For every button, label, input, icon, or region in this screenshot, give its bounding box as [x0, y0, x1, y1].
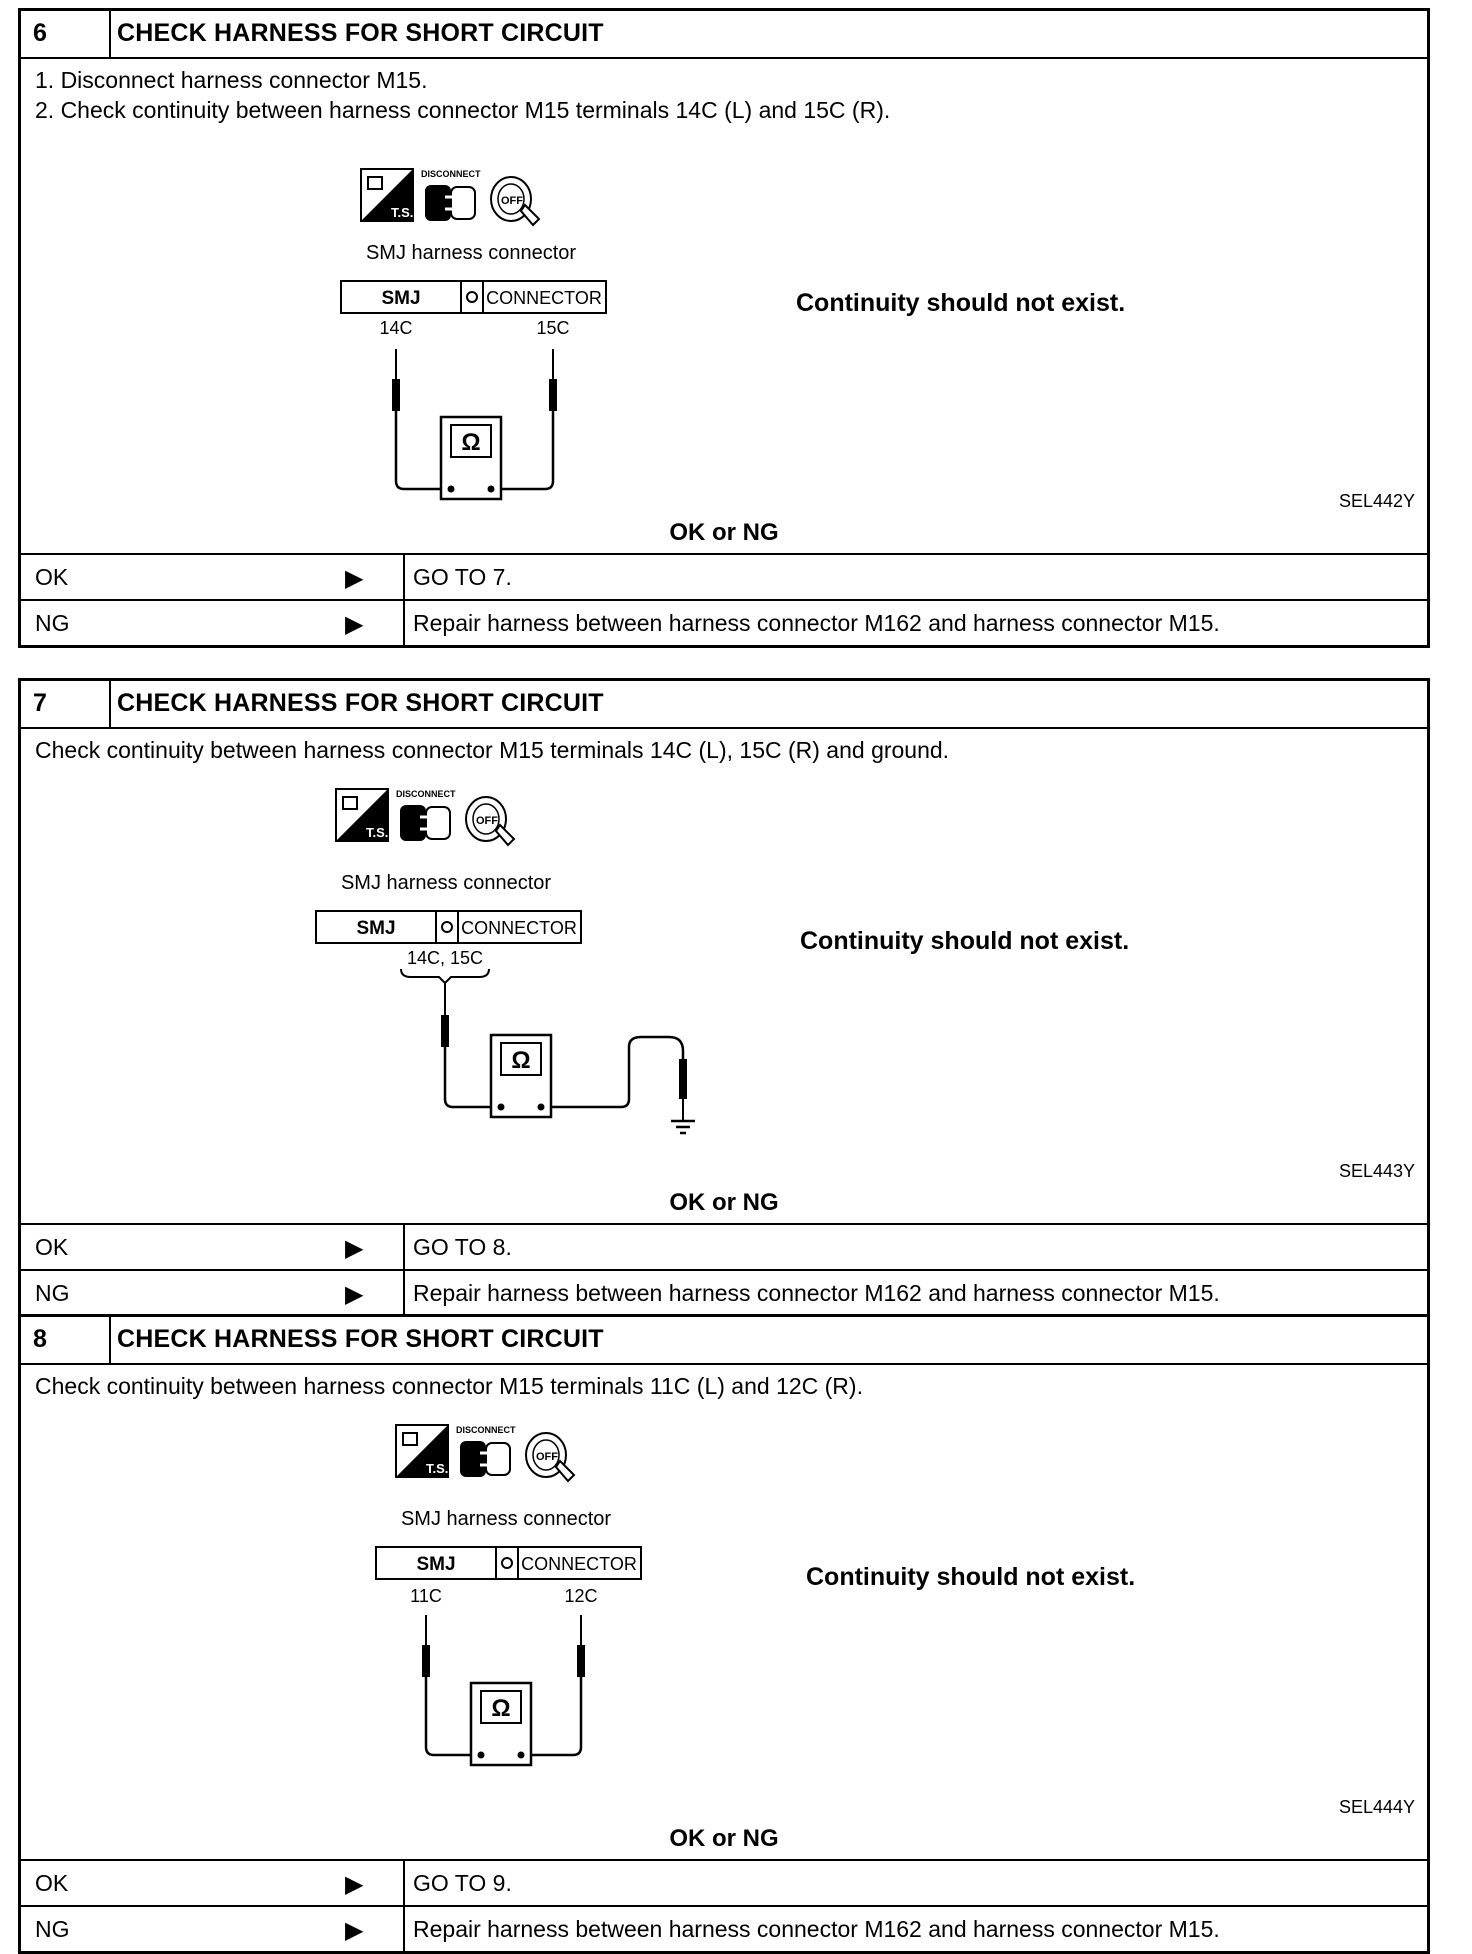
ohm-symbol: Ω — [511, 1047, 531, 1074]
ignition-key-off-icon — [491, 177, 539, 225]
ignition-key-off-icon — [466, 797, 514, 845]
result-text: Continuity should not exist. — [800, 927, 1130, 955]
ohmmeter-icon — [491, 1035, 551, 1117]
terminal-label-b: 12C — [564, 1586, 598, 1606]
ok-or-ng-prompt: OK or NG — [669, 1189, 779, 1216]
result-text: Continuity should not exist. — [796, 289, 1126, 317]
outcome-row-ng — [21, 599, 1427, 645]
terminal-service-icon — [336, 789, 388, 841]
outcome-label: NG — [35, 1916, 70, 1942]
arrow-right-icon: ▶ — [345, 1917, 364, 1944]
connector-label: CONNECTOR — [486, 288, 602, 308]
disconnect-label: DISCONNECT — [456, 1425, 516, 1435]
disconnect-label: DISCONNECT — [396, 789, 456, 799]
ground-icon — [671, 1121, 695, 1133]
arrow-right-icon: ▶ — [345, 1871, 364, 1898]
outcome-label: OK — [35, 1234, 69, 1260]
outcome-action: Repair harness between harness connector M162 and harness connector M15. — [413, 1280, 1220, 1306]
ohm-symbol: Ω — [461, 429, 481, 456]
terminal-brace — [401, 969, 489, 983]
terminal-label-b: 15C — [536, 318, 570, 338]
arrow-right-icon: ▶ — [345, 565, 364, 592]
connector-caption: SMJ harness connector — [340, 872, 552, 894]
icon-group — [336, 789, 514, 845]
connector-caption: SMJ harness connector — [365, 242, 577, 264]
instruction-2: 2. Check continuity between harness connector M15 terminals 14C (L) and 15C (R). — [35, 97, 891, 123]
outcome-label: NG — [35, 610, 70, 636]
step-title: CHECK HARNESS FOR SHORT CIRCUIT — [117, 19, 604, 47]
ts-label: T.S. — [426, 1461, 449, 1476]
smj-connector — [376, 1547, 641, 1579]
off-label: OFF — [476, 815, 498, 827]
result-text: Continuity should not exist. — [806, 1563, 1136, 1591]
smj-label: SMJ — [356, 918, 396, 939]
ok-or-ng-prompt: OK or NG — [669, 519, 779, 546]
figure-id: SEL443Y — [1338, 1161, 1415, 1181]
instruction-1: Check continuity between harness connector M15 terminals 14C (L), 15C (R) and ground. — [35, 737, 950, 763]
arrow-right-icon: ▶ — [345, 611, 364, 638]
smj-connector — [341, 281, 606, 313]
terminal-label-a: 11C — [410, 1586, 442, 1606]
off-label: OFF — [536, 1451, 558, 1463]
ohmmeter-probes — [441, 983, 687, 1121]
ignition-key-off-icon — [526, 1433, 574, 1481]
figure-id: SEL444Y — [1338, 1797, 1415, 1817]
smj-label: SMJ — [381, 288, 421, 309]
terminal-label-a: 14C — [379, 318, 413, 338]
step-number: 7 — [33, 689, 47, 717]
off-label: OFF — [501, 195, 523, 207]
instruction-1: Check continuity between harness connector M15 terminals 11C (L) and 12C (R). — [35, 1373, 863, 1399]
disconnect-icon — [396, 789, 456, 841]
step-body — [21, 729, 1427, 1225]
smj-connector — [316, 911, 581, 943]
ohm-symbol: Ω — [491, 1695, 511, 1722]
outcome-row-ng — [21, 1905, 1427, 1951]
figure-id: SEL442Y — [1338, 491, 1415, 511]
outcome-action: GO TO 7. — [413, 564, 512, 590]
outcome-label: OK — [35, 1870, 69, 1896]
outcome-label: OK — [35, 564, 69, 590]
outcome-row-ok — [21, 1861, 1427, 1905]
arrow-right-icon: ▶ — [345, 1235, 364, 1262]
disconnect-icon — [421, 169, 481, 221]
terminal-service-icon — [396, 1425, 448, 1477]
outcome-row-ok — [21, 555, 1427, 599]
step-title: CHECK HARNESS FOR SHORT CIRCUIT — [117, 1325, 604, 1353]
disconnect-icon — [456, 1425, 516, 1477]
step-title: CHECK HARNESS FOR SHORT CIRCUIT — [117, 689, 604, 717]
ohmmeter-icon — [441, 417, 501, 499]
terminals-label: 14C, 15C — [406, 948, 484, 968]
icon-group — [396, 1425, 574, 1481]
step-number: 8 — [33, 1325, 47, 1353]
outcome-row-ok — [21, 1225, 1427, 1269]
arrow-right-icon: ▶ — [345, 1281, 364, 1308]
step-body — [21, 1365, 1427, 1861]
step-header — [21, 1317, 1427, 1365]
step-body — [21, 59, 1427, 555]
instruction-1: 1. Disconnect harness connector M15. — [35, 67, 428, 93]
ok-or-ng-prompt: OK or NG — [669, 1825, 779, 1852]
connector-label: CONNECTOR — [521, 1554, 637, 1574]
ohmmeter-icon — [471, 1683, 531, 1765]
step-header — [21, 11, 1427, 59]
connector-caption: SMJ harness connector — [400, 1508, 612, 1530]
continuity-test-diagram — [21, 1365, 1427, 1859]
outcome-action: GO TO 8. — [413, 1234, 512, 1260]
outcome-action: Repair harness between harness connector M162 and harness connector M15. — [413, 1916, 1220, 1942]
continuity-test-diagram — [21, 729, 1427, 1223]
terminal-service-icon — [361, 169, 413, 221]
step-number: 6 — [33, 19, 47, 47]
outcome-action: GO TO 9. — [413, 1870, 512, 1896]
continuity-test-diagram — [21, 59, 1427, 553]
icon-group — [361, 169, 539, 225]
smj-label: SMJ — [416, 1554, 456, 1575]
outcome-label: NG — [35, 1280, 70, 1306]
outcome-action: Repair harness between harness connector M162 and harness connector M15. — [413, 610, 1220, 636]
step-header — [21, 681, 1427, 729]
step-6 — [18, 8, 1430, 648]
connector-label: CONNECTOR — [461, 918, 577, 938]
ts-label: T.S. — [366, 825, 389, 840]
disconnect-label: DISCONNECT — [421, 169, 481, 179]
step-8 — [18, 1314, 1430, 1954]
ts-label: T.S. — [391, 205, 414, 220]
outcome-row-ng — [21, 1269, 1427, 1315]
step-7 — [18, 678, 1430, 1318]
